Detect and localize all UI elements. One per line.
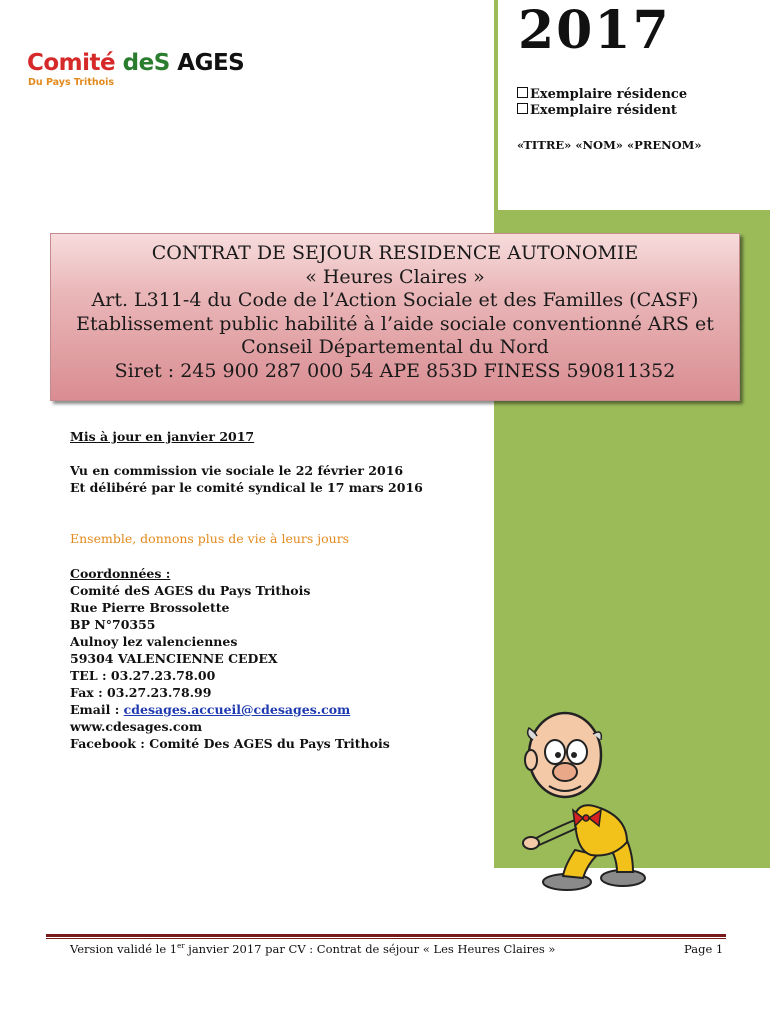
title-line-3: Art. L311-4 du Code de l’Action Sociale et des Familles (CASF) bbox=[91, 289, 699, 311]
copy-resident-option: Exemplaire résident bbox=[517, 103, 677, 119]
contact-email-row: Email : cdesages.accueil@cdesages.com bbox=[70, 702, 351, 717]
contact-org: Comité deS AGES du Pays Trithois bbox=[70, 583, 311, 598]
title-line-2: « Heures Claires » bbox=[305, 265, 485, 288]
contact-fax: Fax : 03.27.23.78.99 bbox=[70, 685, 212, 700]
footer-divider bbox=[46, 934, 726, 937]
contact-website[interactable]: www.cdesages.com bbox=[70, 719, 203, 734]
logo-subtitle: Du Pays Trithois bbox=[28, 77, 115, 88]
checkbox-icon bbox=[517, 87, 528, 98]
title-line-5: Conseil Départemental du Nord bbox=[241, 336, 549, 358]
organization-logo bbox=[27, 50, 267, 92]
contact-postcode-city: 59304 VALENCIENNE CEDEX bbox=[70, 651, 278, 666]
contact-town: Aulnoy lez valenciennes bbox=[70, 634, 238, 649]
footer-version-note: Version validé le 1er janvier 2017 par CV : Contrat de séjour « Les Heures Claires » bbox=[70, 942, 556, 956]
contact-heading: Coordonnées : bbox=[70, 566, 171, 581]
document-year: 2017 bbox=[518, 0, 671, 61]
email-link[interactable]: cdesages.accueil@cdesages.com bbox=[123, 702, 351, 717]
contact-facebook: Facebook : Comité Des AGES du Pays Trithois bbox=[70, 736, 390, 751]
page-number: Page 1 bbox=[684, 942, 724, 956]
contact-bp: BP N°70355 bbox=[70, 617, 156, 632]
contact-tel: TEL : 03.27.23.78.00 bbox=[70, 668, 216, 683]
old-man-mascot-illustration bbox=[505, 700, 655, 895]
merge-fields: «TITRE» «NOM» «PRENOM» bbox=[517, 138, 702, 152]
title-line-4: Etablissement public habilité à l’aide sociale conventionné ARS et bbox=[76, 312, 714, 335]
title-line-6: Siret : 245 900 287 000 54 APE 853D FINESS 590811352 bbox=[114, 359, 676, 382]
footer-divider-thin bbox=[46, 938, 726, 939]
copy-residence-option: Exemplaire résidence bbox=[517, 87, 687, 103]
logo-wordmark: Comité deS AGES bbox=[27, 50, 245, 76]
commission-date: Vu en commission vie sociale le 22 février 2016 bbox=[70, 463, 404, 478]
tagline: Ensemble, donnons plus de vie à leurs jours bbox=[70, 531, 350, 546]
update-date: Mis à jour en janvier 2017 bbox=[70, 429, 255, 444]
checkbox-icon bbox=[517, 103, 528, 114]
contact-street: Rue Pierre Brossolette bbox=[70, 600, 230, 615]
contract-title-box bbox=[50, 233, 740, 401]
title-line-1: CONTRAT DE SEJOUR RESIDENCE AUTONOMIE bbox=[151, 242, 639, 264]
deliberation-date: Et délibéré par le comité syndical le 17 mars 2016 bbox=[70, 480, 423, 495]
